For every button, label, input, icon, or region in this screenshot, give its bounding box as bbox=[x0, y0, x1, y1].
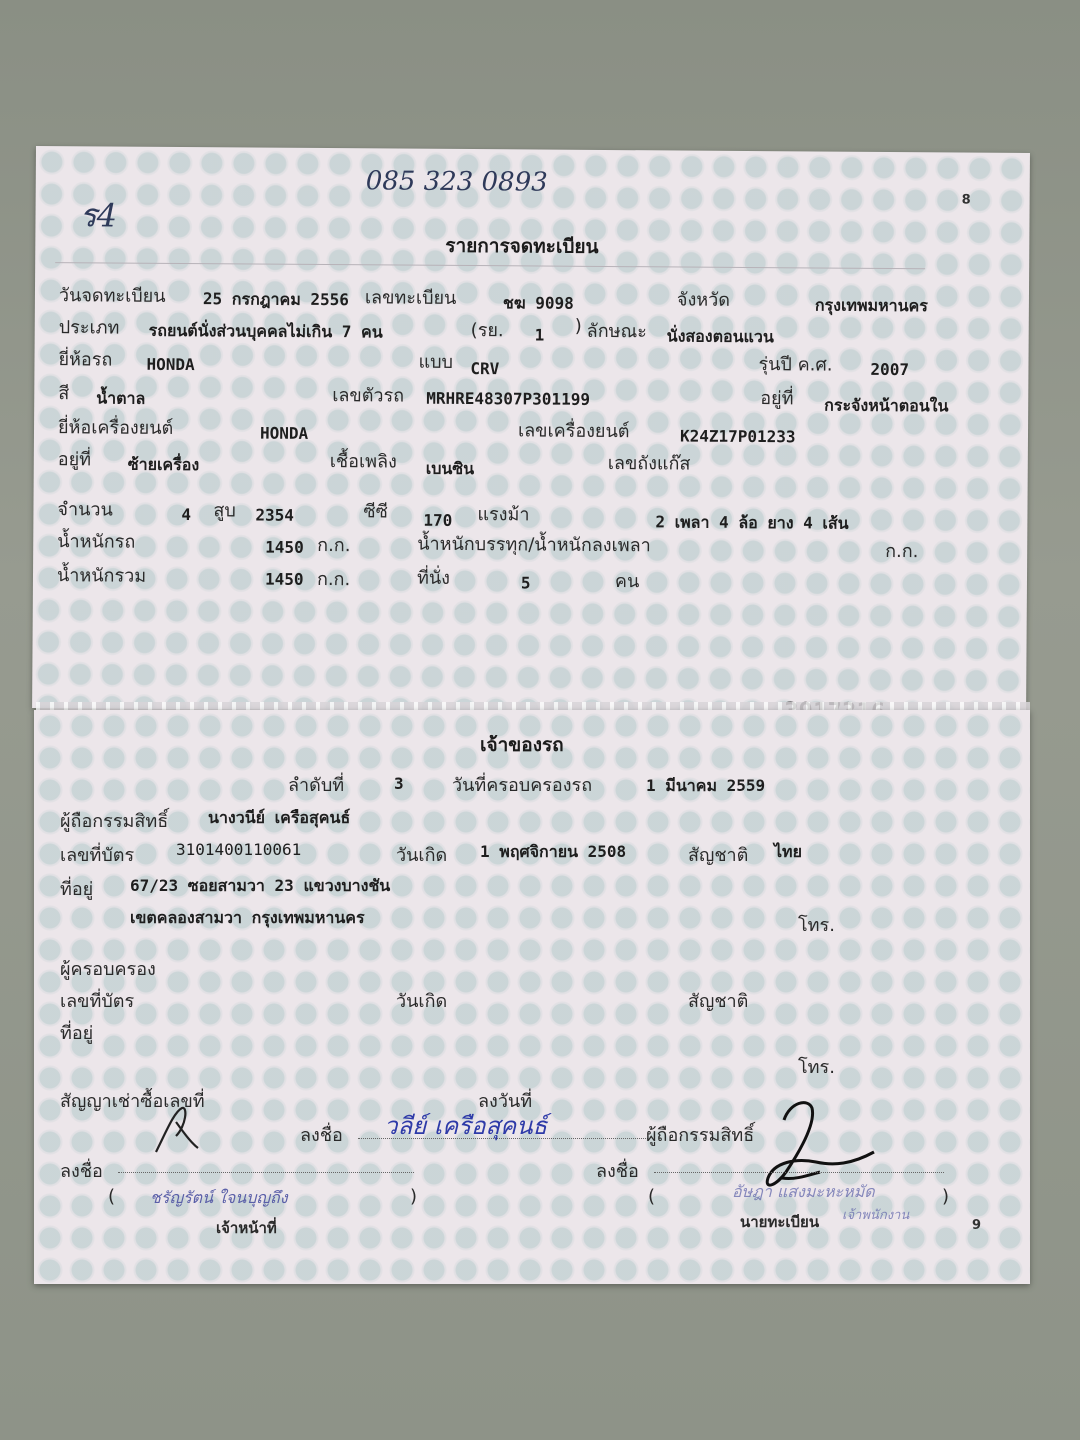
model-label: แบบ bbox=[418, 351, 454, 373]
seats: 5 bbox=[520, 573, 531, 593]
holder-label: ผู้ถือกรรมสิทธิ์ bbox=[60, 811, 169, 832]
vehicle-weight: 1450 bbox=[265, 537, 304, 557]
signer-written-name: วลีย์ เครือสุคนธ์ bbox=[384, 1112, 548, 1140]
vehicle-type: รถยนต์นั่งส่วนบุคคลไม่เกิน 7 คน bbox=[148, 320, 383, 342]
plate-number: ชฆ 9098 bbox=[502, 293, 574, 313]
plate-label: เลขทะเบียน bbox=[364, 287, 457, 309]
officer-paren-open: ( bbox=[108, 1186, 116, 1207]
province-label: จังหวัด bbox=[676, 289, 731, 311]
registrar-paren-open: ( bbox=[648, 1186, 656, 1207]
holder-role-label: ผู้ถือกรรมสิทธิ์ bbox=[646, 1125, 755, 1146]
registrar-sign-line bbox=[654, 1172, 944, 1173]
order-number: 3 bbox=[394, 774, 404, 793]
model: CRV bbox=[470, 359, 500, 379]
divider bbox=[55, 262, 925, 269]
total-weight-unit: ก.ก. bbox=[316, 568, 351, 591]
horsepower: 170 bbox=[423, 510, 453, 530]
ry-value: 1 bbox=[534, 325, 545, 345]
chassis-label: เลขตัวรถ bbox=[332, 385, 405, 407]
page-number-bottom: 9 bbox=[972, 1218, 982, 1233]
initial-signature bbox=[146, 1102, 206, 1162]
brand: HONDA bbox=[146, 354, 195, 375]
chassis-location-label: อยู่ที่ bbox=[760, 388, 794, 410]
count-label: จำนวน bbox=[57, 499, 113, 521]
possession-date-label: วันที่ครอบครองรถ bbox=[452, 775, 593, 796]
holder-name: นางวนีย์ เครือสุคนธ์ bbox=[208, 808, 351, 827]
officer-sign-line bbox=[118, 1172, 414, 1173]
model-year: 2007 bbox=[870, 359, 910, 380]
dob-label: วันเกิด bbox=[396, 845, 448, 866]
chassis-location: กระจังหน้าตอนใน bbox=[824, 395, 949, 416]
possessor-tel-label: โทร. bbox=[798, 1057, 835, 1078]
reg-date: 25 กรกฎาคม 2556 bbox=[202, 289, 350, 310]
ry-open: (รย. bbox=[470, 320, 504, 342]
engine-number: K24Z17P01233 bbox=[679, 426, 796, 447]
engine-brand-label: ยี่ห้อเครื่องยนต์ bbox=[57, 417, 174, 439]
cc-label: ซีซี bbox=[363, 501, 388, 523]
engine-brand: HONDA bbox=[259, 423, 309, 443]
possessor-nationality-label: สัญชาติ bbox=[688, 991, 749, 1012]
total-weight-label: น้ำหนักรวม bbox=[56, 565, 147, 587]
seats-label: ที่นั่ง bbox=[416, 567, 451, 589]
address-label: ที่อยู่ bbox=[60, 879, 94, 900]
handwritten-phone: 085 323 0893 bbox=[365, 166, 548, 198]
id-number: 3101400110061 bbox=[176, 840, 302, 859]
registrar-sub-stamp: เจ้าพนักงาน bbox=[842, 1208, 910, 1223]
style-label: ลักษณะ bbox=[586, 320, 647, 343]
weight-label: น้ำหนักรถ bbox=[57, 531, 136, 553]
load-label: น้ำหนักบรรทุก/น้ำหนักลงเพลา bbox=[417, 533, 651, 557]
weight-unit: ก.ก. bbox=[317, 534, 351, 557]
registrar-name-stamp: อัษฎา แสงมะหะหมัด bbox=[732, 1182, 875, 1201]
cylinder-unit: สูบ bbox=[213, 500, 236, 522]
engine-number-label: เลขเครื่องยนต์ bbox=[517, 420, 630, 443]
possessor-label: ผู้ครอบครอง bbox=[60, 959, 156, 980]
nationality-label: สัญชาติ bbox=[688, 845, 749, 866]
registration-page bbox=[32, 146, 1030, 715]
sign-label: ลงชื่อ bbox=[300, 1125, 343, 1146]
signed-date-label: ลงวันที่ bbox=[478, 1091, 533, 1112]
engine-location: ซ้ายเครื่อง bbox=[127, 454, 200, 475]
possessor-address-label: ที่อยู่ bbox=[60, 1023, 94, 1044]
total-weight: 1450 bbox=[264, 569, 304, 589]
nationality: ไทย bbox=[774, 842, 802, 861]
possessor-id-label: เลขที่บัตร bbox=[60, 991, 135, 1012]
owner-section-title: เจ้าของรถ bbox=[480, 734, 564, 756]
handwritten-mark: ร4 bbox=[79, 196, 118, 235]
officer-role: เจ้าหน้าที่ bbox=[216, 1219, 277, 1237]
order-label: ลำดับที่ bbox=[288, 775, 345, 796]
date-of-birth: 1 พฤศจิกายน 2508 bbox=[480, 842, 627, 861]
cylinders: 4 bbox=[181, 505, 192, 525]
year-label: รุ่นปี ค.ศ. bbox=[758, 354, 833, 376]
load-unit: ก.ก. bbox=[885, 540, 919, 563]
province: กรุงเทพมหานคร bbox=[814, 295, 928, 316]
registrar-role: นายทะเบียน bbox=[740, 1213, 820, 1231]
gas-tank-label: เลขถังแก๊ส bbox=[607, 452, 691, 475]
lease-contract-label: สัญญาเช่าซื้อเลขที่ bbox=[60, 1091, 205, 1112]
vehicle-style: นั่งสองตอนแวน bbox=[666, 326, 774, 347]
chassis-number: MRHRE48307P301199 bbox=[426, 388, 591, 409]
cc-value: 2354 bbox=[255, 505, 295, 525]
officer-sign-label: ลงชื่อ bbox=[60, 1161, 103, 1182]
engine-location-label: อยู่ที่ bbox=[57, 449, 92, 471]
type-label: ประเภท bbox=[58, 317, 120, 339]
horsepower-label: แรงม้า bbox=[477, 504, 530, 526]
fuel-label: เชื้อเพลิง bbox=[329, 451, 397, 473]
id-number-label: เลขที่บัตร bbox=[60, 845, 135, 866]
address-line-2: เขตคลองสามวา กรุงเทพมหานคร bbox=[130, 908, 365, 927]
officer-name-stamp: ชรัญรัตน์ ใจนบุญถึง bbox=[150, 1188, 288, 1207]
page-number: 8 bbox=[961, 192, 971, 208]
owner-page bbox=[34, 710, 1030, 1284]
seats-unit: คน bbox=[614, 571, 640, 593]
color-label: สี bbox=[58, 383, 70, 405]
possession-date: 1 มีนาคม 2559 bbox=[646, 776, 766, 795]
registrar-paren-close: ) bbox=[942, 1186, 950, 1207]
brand-label: ยี่ห้อรถ bbox=[58, 349, 113, 371]
section-title: รายการจดทะเบียน bbox=[445, 234, 599, 258]
tel-label: โทร. bbox=[798, 915, 835, 936]
reg-date-label: วันจดทะเบียน bbox=[58, 285, 166, 307]
address-line-1: 67/23 ซอยสามวา 23 แขวงบางชัน bbox=[130, 876, 391, 895]
vehicle-color: น้ำตาล bbox=[96, 388, 146, 408]
fuel: เบนซิน bbox=[425, 458, 475, 479]
officer-paren-close: ) bbox=[410, 1186, 418, 1207]
registrar-sign-label: ลงชื่อ bbox=[596, 1161, 639, 1182]
possessor-dob-label: วันเกิด bbox=[396, 991, 448, 1012]
axles-wheels: 2 เพลา 4 ล้อ ยาง 4 เส้น bbox=[655, 512, 849, 533]
ry-close: ) bbox=[574, 315, 582, 337]
